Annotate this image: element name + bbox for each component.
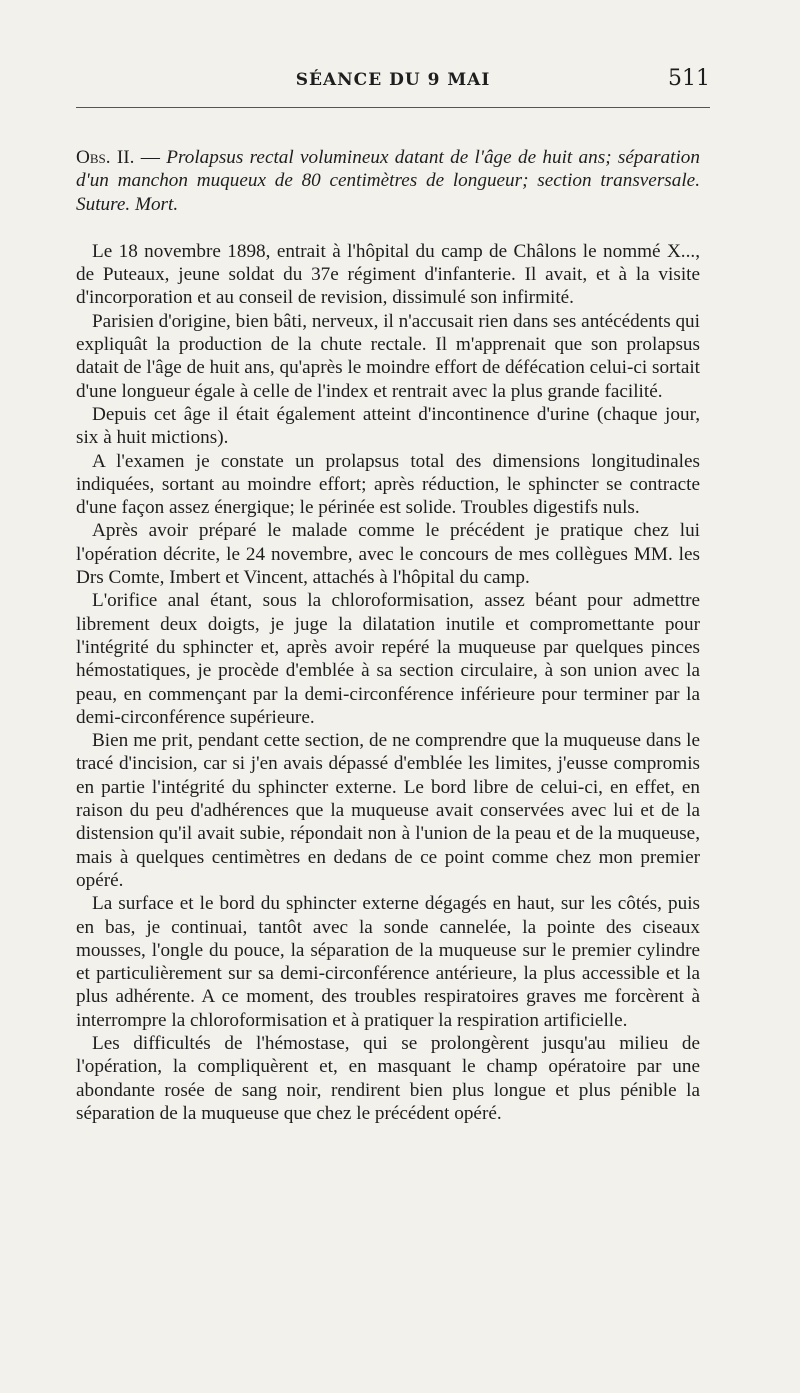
paragraph: La surface et le bord du sphincter externe dégagés en haut, sur les côtés, puis en bas, je continuai, tantôt avec la sonde cannelée, la pointe des ciseaux mousses, l'ongle du pouce, la séparation de la muqueuse sur le premier cylindre et particulièrement sur sa demi-circonférence antérieure, la plus accessible et la plus adhérente. A ce moment, des troubles respiratoires graves me forcèrent à interrompre la chloroformisation et à pratiquer la respiration artificielle. [76, 893, 700, 1031]
paragraph: Les difficultés de l'hémostase, qui se prolongèrent jusqu'au milieu de l'opération, la compliquèrent et, en masquant le champ opératoire par une abondante rosée de sang noir, rendirent bien plus longue et plus pénible la séparation de la muqueuse que chez le précédent opéré. [76, 1032, 700, 1124]
header-rule [76, 107, 710, 108]
paragraph: A l'examen je constate un prolapsus total des dimensions longitudinales indiquées, sortant au moindre effort; après réduction, le sphincter se contracte d'une façon assez énergique; le périnée est solide. Troubles digestifs nuls. [76, 450, 700, 519]
paragraph: Parisien d'origine, bien bâti, nerveux, il n'accusait rien dans ses antécédents qui expliquât la production de la chute rectale. Il m'apprenait que son prolapsus datait de l'âge de huit ans, qu'après le moindre effort de défécation celui-ci sortait d'une longueur égale à celle de l'index et rentrait avec la plus grande facilité. [76, 310, 700, 402]
observation-title: Prolapsus rectal volumineux datant de l'âge de huit ans; séparation d'un manchon muqueux de 80 centimètres de longueur; section transversale. Suture. Mort. [76, 147, 700, 215]
paragraph: L'orifice anal étant, sous la chloroformisation, assez béant pour admettre librement deux doigts, je juge la dilatation inutile et compromettante pour l'intégrité du sphincter et, après avoir repéré la muqueuse par quelques pinces hémostatiques, je procède d'emblée à sa section circulaire, à son union avec la peau, en commençant par la demi-circonférence inférieure pour terminer par la demi-circonférence supérieure. [76, 590, 700, 728]
paragraph: Bien me prit, pendant cette section, de ne comprendre que la muqueuse dans le tracé d'incision, car si j'en avais dépassé d'emblée les limites, j'eusse compromis en partie l'intégrité du sphincter externe. Le bord libre de celui-ci, en effet, en raison du peu d'adhérences que la muqueuse avait conservées avec lui et de la distension qu'il avait subie, répondait non à l'union de la peau et de la muqueuse, mais à quelques centimètres en dedans de ce point comme chez mon premier opéré. [76, 730, 700, 891]
observation-heading [76, 146, 700, 216]
running-header [76, 64, 710, 94]
paragraph: Depuis cet âge il était également atteint d'incontinence d'urine (chaque jour, six à huit mictions). [76, 403, 700, 449]
observation-label: Obs. II. — [76, 147, 160, 168]
page-number: 511 [668, 66, 710, 91]
running-title: SÉANCE DU 9 MAI [295, 70, 491, 90]
paragraph: Après avoir préparé le malade comme le précédent je pratique chez lui l'opération décrite, le 24 novembre, avec le concours de mes collègues MM. les Drs Comte, Imbert et Vincent, attachés à l'hôpital du camp. [76, 520, 700, 589]
paragraph: Le 18 novembre 1898, entrait à l'hôpital du camp de Châlons le nommé X..., de Puteaux, jeune soldat du 37e régiment d'infanterie. Il avait, et à la visite d'incorporation et au conseil de revision, dissimulé son infirmité. [76, 240, 700, 309]
page-body [76, 146, 700, 1125]
